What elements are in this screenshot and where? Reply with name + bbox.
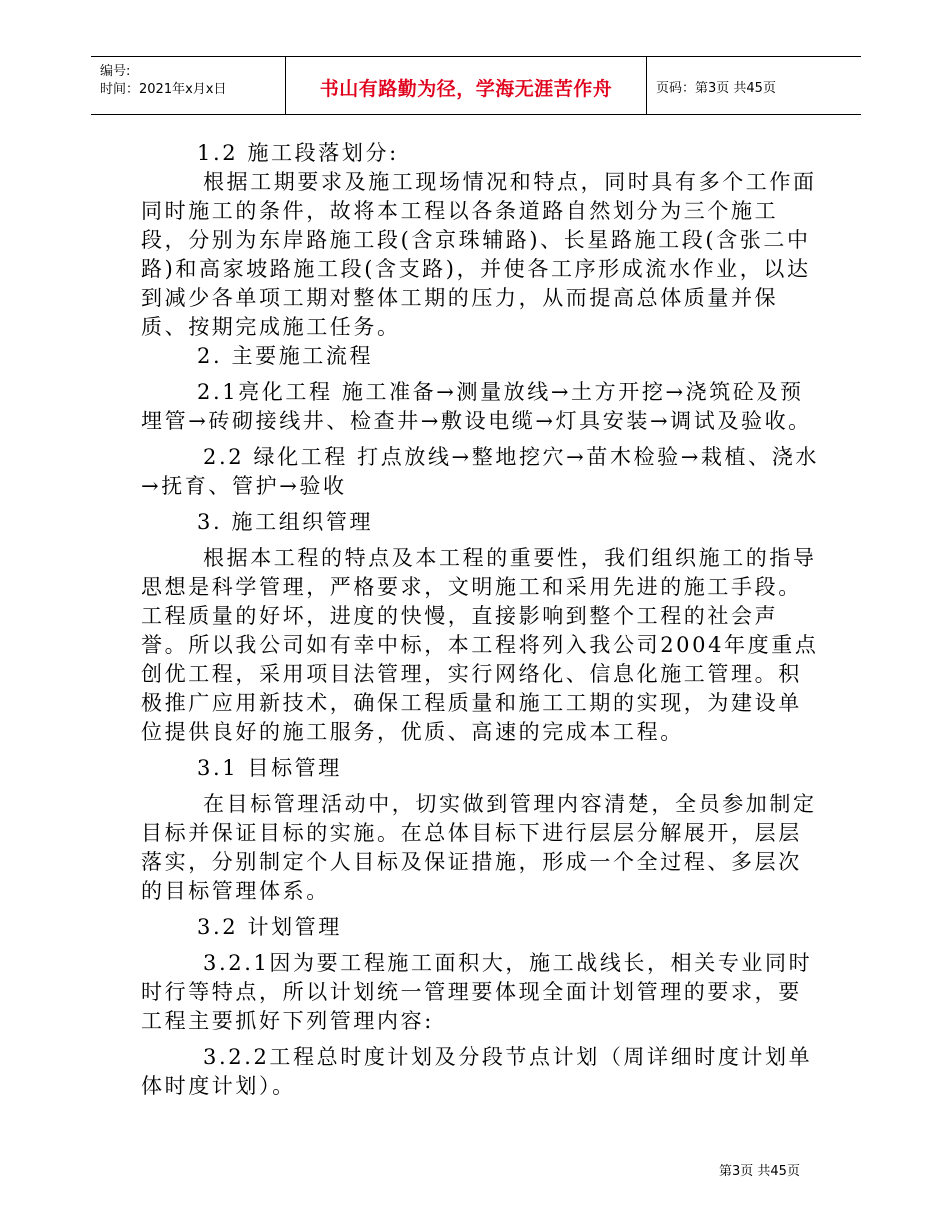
paragraph-organization-management: 根据本工程的特点及本工程的重要性，我们组织施工的指导思想是科学管理，严格要求，文明施工和采用先进的施工手段。工程质量的好坏，进度的快慢，直接影响到整个工程的社会声誉。所以我公司如有幸中标，本工程将列入我公司2004年度重点创优工程，采用项目法管理，实行网络化、信息化施工管理。积极推广应用新技术，确保工程质量和施工工期的实现，为建设单位提供良好的施工服务，优质、高速的完成本工程。 — [141, 546, 819, 744]
paragraph-lighting-process: 2.1亮化工程 施工准备→测量放线→土方开挖→浇筑砼及预埋管→砖砌接线井、检查井→敷设电缆→灯具安装→调试及验收。 — [141, 380, 812, 433]
document-body — [141, 139, 821, 1101]
document-number-label: 编号: — [100, 64, 131, 79]
header-bottom-rule — [91, 114, 861, 115]
header-page-cell — [646, 56, 861, 114]
header-page-number: 页码：第3页 共45页 — [656, 81, 776, 96]
page-footer-number: 第3页 共45页 — [719, 1164, 800, 1179]
paragraph-greening-process: 2.2 绿化工程 打点放线→整地挖穴→苗木检验→栽植、浇水→抚育、管护→验收 — [141, 445, 819, 498]
header-motto: 书山有路勤为径，学海无涯苦作舟 — [319, 78, 613, 100]
section-heading-1-2: 1.2 施工段落划分: — [197, 141, 399, 165]
paragraph-plan-management-3-2-2: 3.2.2工程总时度计划及分段节点计划（周详细时度计划单体时度计划）。 — [141, 1045, 813, 1098]
paragraph-section-division: 根据工期要求及施工现场情况和特点，同时具有多个工作面同时施工的条件，故将本工程以各条道路自然划分为三个施工段，分别为东岸路施工段(含京珠辅路)、长星路施工段(含张二中路)和高家坡路施工段(含支路)，并使各工序形成流水作业，以达到减少各单项工期对整体工期的压力，从而提高总体质量并保质、按期完成施工任务。 — [141, 170, 817, 339]
section-heading-3-1: 3.1 目标管理 — [197, 756, 342, 780]
section-heading-3-2: 3.2 计划管理 — [197, 915, 342, 939]
header-meta-cell — [91, 56, 284, 114]
section-heading-3: 3. 施工组织管理 — [197, 510, 374, 534]
header-motto-cell — [285, 56, 647, 114]
section-heading-2: 2. 主要施工流程 — [197, 344, 374, 368]
page-header — [91, 56, 861, 116]
paragraph-target-management: 在目标管理活动中，切实做到管理内容清楚，全员参加制定目标并保证目标的实施。在总体目标下进行层层分解展开，层层落实，分别制定个人目标及保证措施，形成一个全过程、多层次的目标管理体系。 — [141, 792, 817, 903]
paragraph-plan-management-3-2-1: 3.2.1因为要工程施工面积大，施工战线长，相关专业同时时行等特点，所以计划统一管理要体现全面计划管理的要求，要工程主要抓好下列管理内容: — [141, 951, 813, 1033]
document-time-label: 时间：2021年x月x日 — [100, 82, 227, 97]
